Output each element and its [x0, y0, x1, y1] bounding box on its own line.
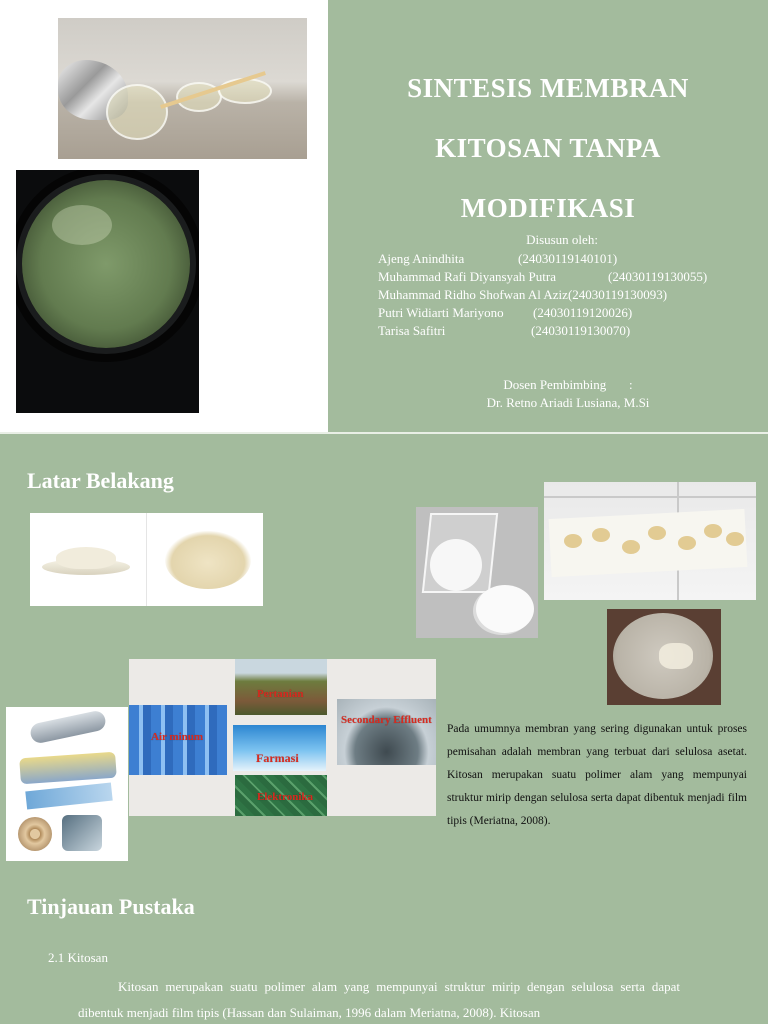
subsection-number: 2.1 Kitosan [48, 950, 108, 965]
advisor-name: Dr. Retno Ariadi Lusiana, M.Si [486, 395, 650, 410]
chitosan-powder-photo [30, 513, 263, 606]
author-name: Muhammad Ridho Shofwan Al Aziz [378, 287, 568, 302]
author-name: Tarisa Safitri [378, 323, 446, 338]
author-row [378, 268, 707, 286]
author-id: (24030119130093) [567, 287, 668, 302]
author-row [378, 304, 707, 322]
membrane-applications-collage [129, 659, 436, 816]
title-line: SINTESIS MEMBRAN [407, 73, 689, 103]
microscope-view-photo [16, 170, 199, 413]
title-line: MODIFIKASI [460, 193, 636, 223]
petri-dish-membrane-photo [607, 609, 721, 705]
membrane-filter-photo [416, 507, 538, 638]
author-id: (24030119140101) [518, 251, 618, 266]
author-row [378, 322, 707, 340]
effluent-tank-photo [337, 699, 436, 765]
label-pharmacy: Farmasi [256, 751, 299, 765]
title-slide [0, 0, 768, 432]
slide-title [332, 58, 764, 238]
agriculture-photo [235, 659, 327, 715]
membrane-film-on-tile-photo [544, 482, 756, 600]
section-heading-tinjauan-pustaka: Tinjauan Pustaka [27, 894, 195, 919]
author-id: (24030119120026) [533, 305, 633, 320]
lab-petri-dish-photo [58, 18, 307, 159]
advisor-block [332, 376, 768, 412]
author-name: Putri Widiarti Mariyono [378, 305, 504, 320]
author-row [378, 286, 707, 304]
label-electronics: Elektronika [257, 791, 314, 803]
author-id: (24030119130070) [531, 323, 631, 338]
author-id: (24030119130055) [608, 269, 708, 284]
author-name: Muhammad Rafi Diyansyah Putra [378, 269, 556, 284]
title-line: KITOSAN TANPA [435, 133, 661, 163]
background-paragraph: Pada umumnya membran yang sering digunakan untuk proses pemisahan adalah membran yang terbuat dari selulosa asetat. Kitosan merupakan suatu polimer alam yang mempunyai struktur mirip dengan selulosa serta dapat dibentuk menjadi film tipis (Meriatna, 2008). [447, 723, 747, 827]
section-heading-latar-belakang: Latar Belakang [27, 468, 174, 493]
photo-panel [0, 0, 328, 432]
label-secondary-effluent: Secondary Effluent [341, 714, 432, 726]
author-name: Ajeng Anindhita [378, 251, 465, 266]
author-row [378, 250, 707, 268]
label-agriculture: Pertanian [257, 688, 304, 700]
advisor-label: Dosen Pembimbing : [503, 377, 633, 392]
literature-paragraph: Kitosan merupakan suatu polimer alam yang mempunyai struktur mirip dengan selulosa serta dapat dibentuk menjadi film tipis (Hassan dan Sulaiman, 1996 dalam Meriatna, 2008). Kitosan [78, 979, 680, 1020]
membrane-module-diagram [6, 707, 128, 861]
author-list [378, 250, 707, 340]
author-heading: Disusun oleh: [526, 232, 598, 247]
slide-divider [0, 432, 768, 434]
label-drinking-water: Air minum [151, 731, 204, 743]
